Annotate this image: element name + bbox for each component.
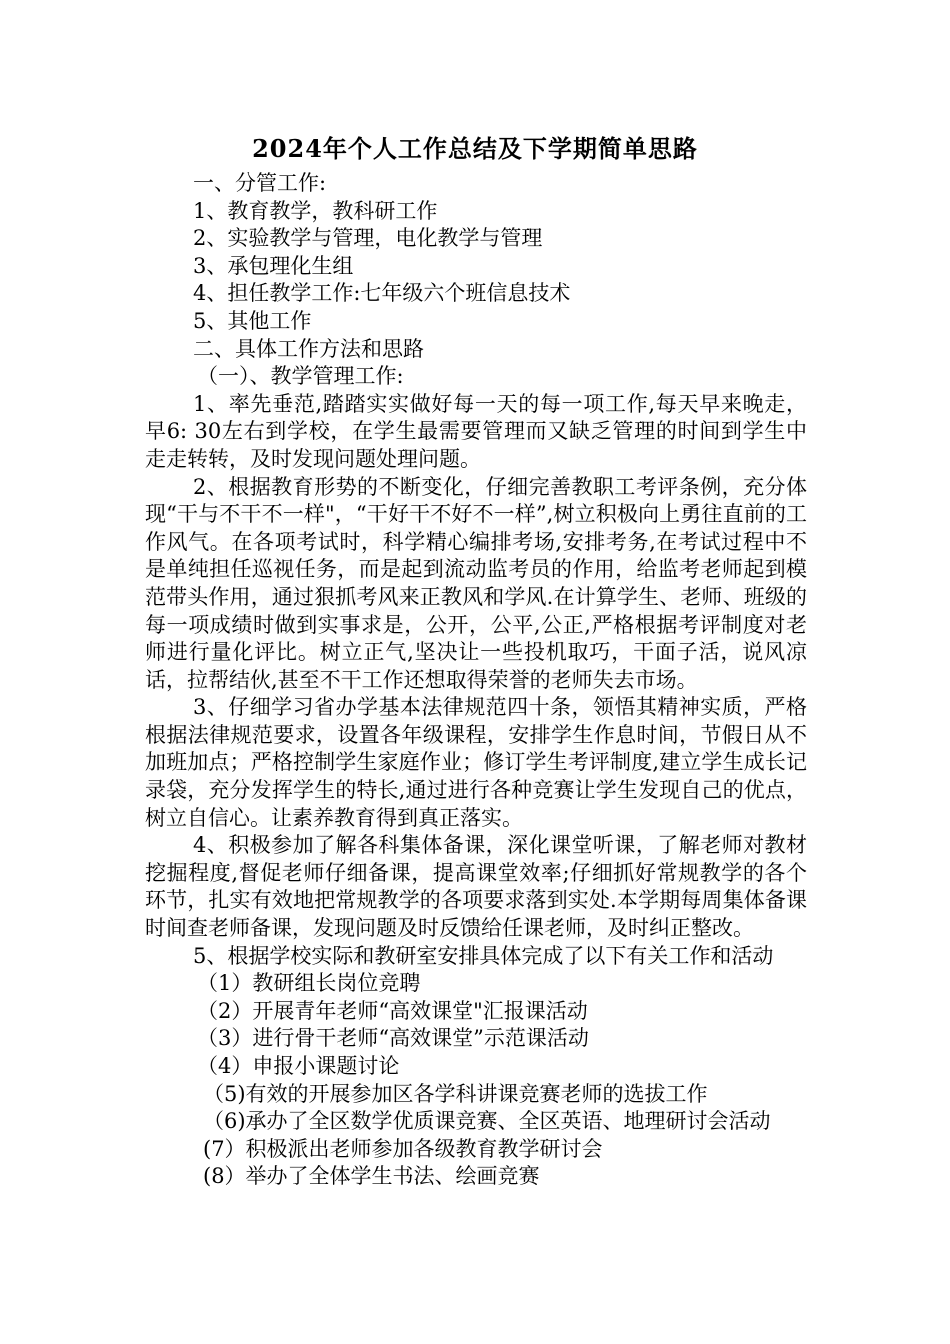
section-heading-methods: 二、具体工作方法和思路 <box>193 336 424 361</box>
activity-item: （1）教研组长岗位竞聘 <box>197 971 421 996</box>
paragraph: 1、率先垂范,踏踏实实做好每一天的每一项工作,每天早来晚走，早6: 30左右到学校，在学生最需要管理而又缺乏管理的时间到学生中走走转转，及时发现问题处理问题。 <box>145 391 807 471</box>
duty-item: 5、其他工作 <box>193 308 312 333</box>
activity-item: （6)承办了全区数学优质课竞赛、全区英语、地理研讨会活动 <box>203 1109 771 1134</box>
activity-item: （4）申报小课题讨论 <box>197 1054 400 1078</box>
paragraph: 5、根据学校实际和教研室安排具体完成了以下有关工作和活动 <box>193 943 774 968</box>
duty-item: 2、实验教学与管理，电化教学与管理 <box>193 226 543 251</box>
paragraph: 2、根据教育形势的不断变化，仔细完善教职工考评条例，充分体现“干与不干不一样"，“干好干不好不一样”,树立积极向上勇往直前的工作风气。在各项考试时，科学精心编排考场,安排考务,在考试过程中不是单纯担任巡视任务，而是起到流动监考员的作用，给监考老师起到模范带头作用，通过狠抓考风来正教风和学风.在计算学生、老师、班级的每一项成绩时做到实事求是，公开，公平,公正,严格根据考评制度对老师进行量化评比。树立正气,坚决让一些投机取巧，干面子活，说风凉话，拉帮结伙,甚至不干工作还想取得荣誉的老师失去市场。 <box>145 474 807 692</box>
activity-item: （5)有效的开展参加区各学科讲课竞赛老师的选拔工作 <box>203 1081 708 1106</box>
paragraph: 3、仔细学习省办学基本法律规范四十条，领悟其精神实质，严格根据法律规范要求，设置各年级课程，安排学生作息时间，节假日从不加班加点；严格控制学生家庭作业；修订学生考评制度,建立学生成长记录袋，充分发挥学生的特长,通过进行各种竞赛让学生发现自己的优点，树立自信心。让素养教育得到真正落实。 <box>145 695 807 830</box>
document-body <box>145 170 807 1191</box>
activity-item: （2）开展青年老师“高效课堂"汇报课活动 <box>197 998 588 1023</box>
activity-item: (7）积极派出老师参加各级教育教学研讨会 <box>203 1136 603 1161</box>
duty-item: 4、担任教学工作:七年级六个班信息技术 <box>193 281 571 306</box>
document-title: 2024年个人工作总结及下学期简单思路 <box>252 134 698 163</box>
activity-item: （3）进行骨干老师“高效课堂”示范课活动 <box>197 1026 589 1051</box>
duty-item: 3、承包理化生组 <box>193 253 354 278</box>
subsection-heading-teaching: （一）、教学管理工作: <box>197 364 404 389</box>
section-heading-duties: 一、分管工作: <box>193 171 327 195</box>
duty-item: 1、教育教学，教科研工作 <box>193 198 438 223</box>
paragraph: 4、积极参加了解各科集体备课，深化课堂听课，了解老师对教材挖掘程度,督促老师仔细备课，提高课堂效率;仔细抓好常规教学的各个环节，扎实有效地把常规教学的各项要求落到实处.本学期每周集体备课时间查老师备课，发现问题及时反馈给任课老师，及时纠正整改。 <box>145 833 807 941</box>
activity-item: (8）举办了全体学生书法、绘画竞赛 <box>203 1164 540 1189</box>
